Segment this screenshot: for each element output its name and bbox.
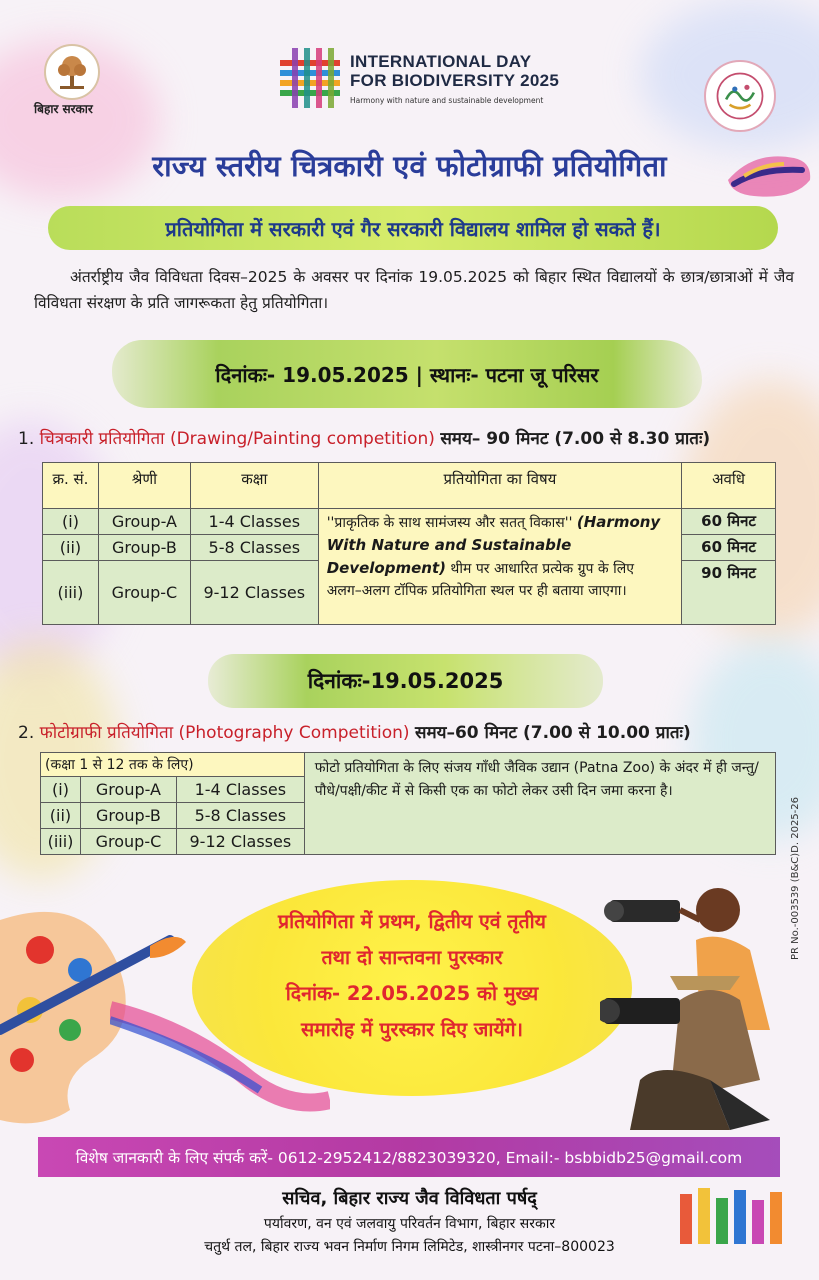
serial-cell: (ii) [43,535,99,561]
table-header-cell: श्रेणी [98,463,190,509]
biodiversity-title [350,52,559,90]
class-range-note: (कक्षा 1 से 12 तक के लिए) [41,753,305,777]
footer-address: चतुर्थ तल, बिहार राज्य भवन निर्माण निगम लिमिटेड, शास्त्रीनगर पटना–800023 [204,1239,615,1255]
biodiversity-logo-icon [278,46,342,110]
group-cell: Group-C [80,829,176,855]
class-cell: 5-8 Classes [190,535,318,561]
drawing-section-number: 1. [18,429,35,449]
serial-cell: (iii) [41,829,81,855]
prize-line: प्रतियोगिता में प्रथम, द्वितीय एवं तृतीय [277,910,546,933]
photography-competition-table [40,752,776,855]
photography-section-time: समय–60 मिनट (7.00 से 10.00 प्रातः) [414,723,691,743]
class-cell: 5-8 Classes [176,803,304,829]
prize-line: दिनांक- 22.05.2025 को मुख्य [285,982,539,1005]
group-cell: Group-C [98,561,190,625]
topic-rest: थीम पर आधारित प्रत्येक ग्रुप के लिए अलग–अलग टॉपिक प्रतियोगिता स्थल पर ही बताया जाएगा। [326,561,634,599]
drawing-section-time: समय– 90 मिनट (7.00 से 8.30 प्रातः) [440,429,711,449]
serial-cell: (ii) [41,803,81,829]
class-cell: 9-12 Classes [190,561,318,625]
header [0,20,819,130]
table-row [43,509,776,535]
drawing-section-name: चित्रकारी प्रतियोगिता (Drawing/Painting competition) [39,429,435,449]
table-header-row [43,463,776,509]
eligibility-banner: प्रतियोगिता में सरकारी एवं गैर सरकारी विद्यालय शामिल हो सकते हैं। [48,206,778,250]
bihar-govt-emblem-icon [44,44,100,100]
photography-section-number: 2. [18,723,35,743]
biodiversity-title-line1: INTERNATIONAL DAY [350,52,532,71]
topic-hindi: ''प्राकृतिक के साथ सामंजस्य और सतत् विकास'' [326,515,573,531]
class-cell: 9-12 Classes [176,829,304,855]
topic-english: (Harmony With Nature and Sustainable Development) [326,513,661,577]
duration-cell: 60 मिनट [682,509,776,535]
pr-number: PR No.-003539 (B&C)D. 2025-26 [790,796,801,960]
drawing-competition-table [42,462,776,625]
table-row [41,753,776,777]
class-cell: 1-4 Classes [176,777,304,803]
group-cell: Group-A [80,777,176,803]
group-cell: Group-B [98,535,190,561]
biodiversity-board-logo-icon [704,60,776,132]
group-cell: Group-A [98,509,190,535]
footer-department: पर्यावरण, वन एवं जलवायु परिवर्तन विभाग, बिहार सरकार [263,1216,556,1232]
duration-cell: 60 मिनट [682,535,776,561]
intro-paragraph: अंतर्राष्ट्रीय जैव विविधता दिवस–2025 के अवसर पर दिनांक 19.05.2025 को बिहार स्थित विद्यालयों के छात्र/छात्राओं में जैव विविधता संरक्षण के प्रति जागरूकता हेतु प्रतियोगिता। [34,268,794,312]
date-venue-banner: दिनांकः- 19.05.2025 | स्थानः- पटना जू परिसर [112,340,702,408]
table-header-cell: अवधि [682,463,776,509]
photography-section-name: फोटोग्राफी प्रतियोगिता (Photography Competition) [39,723,410,743]
biodiversity-title-line2: FOR BIODIVERSITY 2025 [350,71,560,90]
serial-cell: (iii) [43,561,99,625]
photography-section-heading [18,720,691,743]
contact-bar: विशेष जानकारी के लिए संपर्क करें- 0612-2952412/8823039320, Email:- bsbbidb25@gmail.com [38,1137,780,1177]
govt-label: बिहार सरकार [34,102,93,116]
prize-announcement [192,904,632,1048]
photography-date-banner: दिनांकः-19.05.2025 [208,654,603,708]
photography-description: फोटो प्रतियोगिता के लिए संजय गाँधी जैविक उद्यान (Patna Zoo) के अंदर में ही जन्तु/पौधे/पक्षी/कीट में से किसी एक का फोटो लेकर उसी दिन जमा करना है। [304,753,775,855]
pencils-decoration-icon [676,1184,786,1244]
table-header-cell: क्र. सं. [43,463,99,509]
group-cell: Group-B [80,803,176,829]
class-cell: 1-4 Classes [190,509,318,535]
serial-cell: (i) [41,777,81,803]
drawing-section-heading [18,426,710,449]
page-title: राज्य स्तरीय चित्रकारी एवं फोटोग्राफी प्रतियोगिता [152,149,667,183]
topic-cell [318,509,681,625]
serial-cell: (i) [43,509,99,535]
prize-line: समारोह में पुरस्कार दिए जायेंगे। [300,1018,524,1041]
biodiversity-subtitle: Harmony with nature and sustainable development [350,96,544,105]
footer-secretary: सचिव, बिहार राज्य जैव विविधता पर्षद् [282,1188,537,1209]
duration-cell: 90 मिनट [682,561,776,625]
table-header-cell: प्रतियोगिता का विषय [318,463,681,509]
photographers-illustration-icon [600,880,790,1136]
prize-line: तथा दो सान्तवना पुरस्कार [321,946,503,969]
paintbrush-icon [724,140,816,210]
table-header-cell: कक्षा [190,463,318,509]
